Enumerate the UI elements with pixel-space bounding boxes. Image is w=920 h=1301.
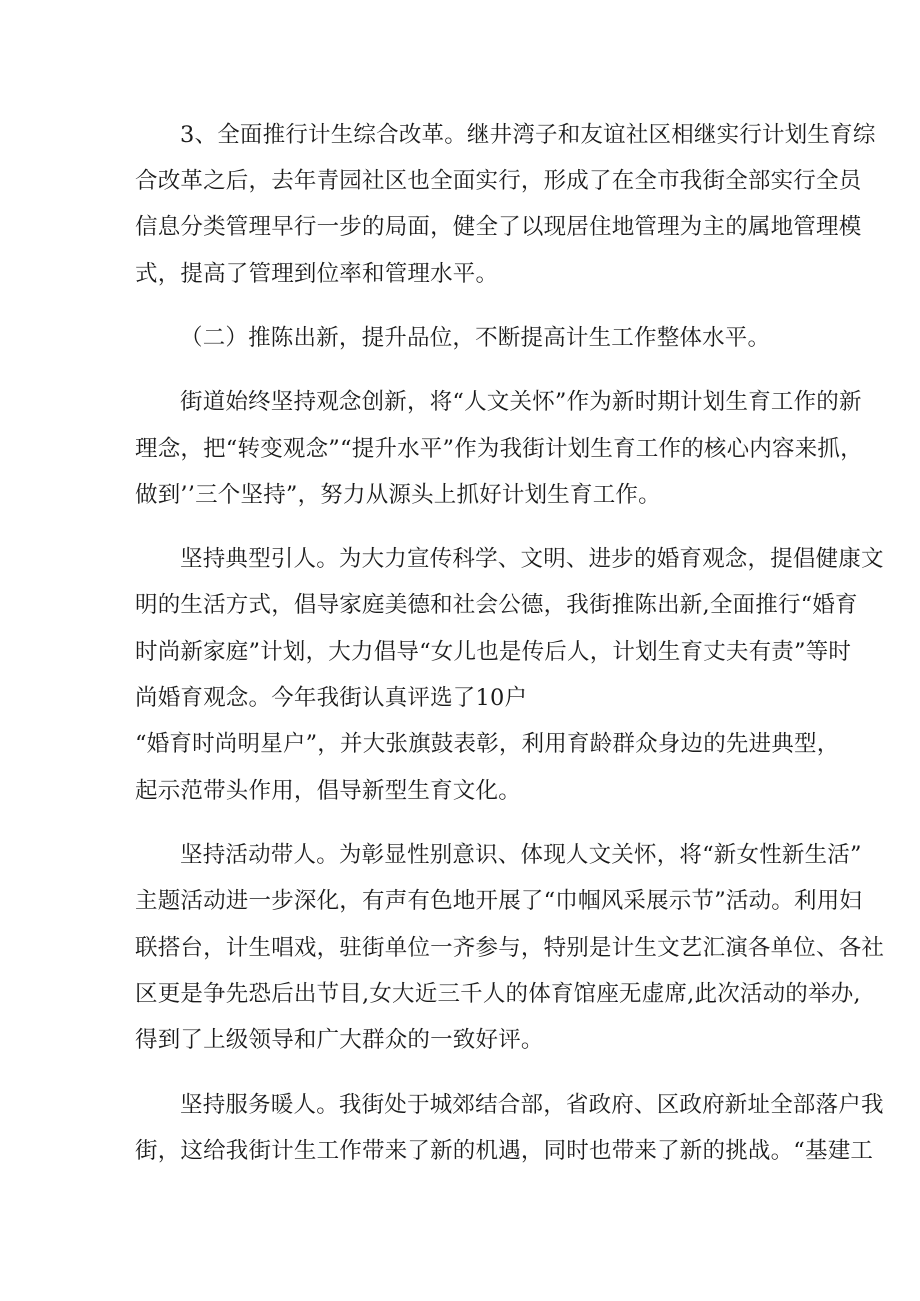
paragraph-line: 街道始终坚持观念创新，将“人文关怀”作为新时期计划生育工作的新 bbox=[180, 389, 862, 415]
paragraph-line: 合改革之后，去年青园社区也全面实行，形成了在全市我街全部实行全员 bbox=[135, 168, 862, 194]
paragraph-line: “婚育时尚明星户”，并大张旗鼓表彰，利用育龄群众身边的先进典型， bbox=[135, 731, 840, 757]
paragraph-line: 坚持服务暖人。我街处于城郊结合部，省政府、区政府新址全部落户我 bbox=[180, 1092, 884, 1118]
paragraph-line: 尚婚育观念。今年我街认真评选了10户 bbox=[135, 685, 528, 711]
paragraph-line: 3、全面推行计生综合改革。继井湾子和友谊社区相继实行计划生育综 bbox=[180, 122, 876, 148]
section-heading-line: （二）推陈出新，提升品位，不断提高计生工作整体水平。 bbox=[180, 325, 771, 351]
paragraph-line: 明的生活方式，倡导家庭美德和社会公德，我街推陈出新,全面推行“婚育 bbox=[135, 592, 858, 618]
paragraph-line: 得到了上级领导和广大群众的一致好评。 bbox=[135, 1027, 544, 1053]
paragraph-line: 式，提高了管理到位率和管理水平。 bbox=[135, 261, 499, 287]
paragraph-line: 坚持典型引人。为大力宣传科学、文明、进步的婚育观念，提倡健康文 bbox=[180, 546, 884, 572]
paragraph-line: 联搭台，计生唱戏，驻街单位一齐参与，特别是计生文艺汇演各单位、各社 bbox=[135, 935, 885, 961]
paragraph-line: 时尚新家庭”计划，大力倡导“女儿也是传后人，计划生育丈夫有责”等时 bbox=[135, 639, 852, 665]
paragraph-line: 区更是争先恐后出节目,女大近三千人的体育馆座无虚席,此次活动的举办, bbox=[135, 981, 861, 1007]
paragraph-line: 起示范带头作用，倡导新型生育文化。 bbox=[135, 778, 521, 804]
paragraph-line: 坚持活动带人。为彰显性别意识、体现人文关怀，将“新女性新生活” bbox=[180, 842, 862, 868]
paragraph-line: 理念，把“转变观念”“提升水平”作为我街计划生育工作的核心内容来抓， bbox=[135, 436, 863, 462]
paragraph-line: 做到’’三个坚持”，努力从源头上抓好计划生育工作。 bbox=[135, 482, 661, 508]
paragraph-line: 街，这给我街计生工作带来了新的机遇，同时也带来了新的挑战。“基建工 bbox=[135, 1138, 874, 1164]
paragraph-line: 主题活动进一步深化，有声有色地开展了“巾帼风采展示节”活动。利用妇 bbox=[135, 888, 863, 914]
paragraph-line: 信息分类管理早行一步的局面，健全了以现居住地管理为主的属地管理模 bbox=[135, 214, 862, 240]
